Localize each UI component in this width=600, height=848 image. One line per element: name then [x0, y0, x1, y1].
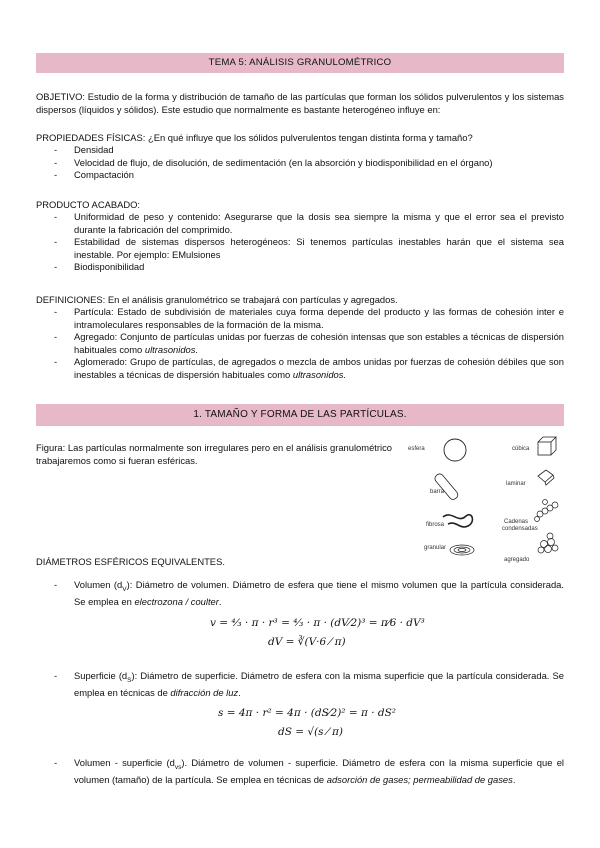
list-item [36, 306, 564, 331]
list-item: - Compactación [36, 169, 564, 182]
propiedades-heading: PROPIEDADES FÍSICAS: ¿En qué influye que los sólidos pulverulentos tengan distinta forma y tamaño? [36, 132, 473, 143]
aggregate-shape [538, 533, 558, 553]
volumen-sub: V [122, 585, 127, 593]
laminar-shape [538, 470, 554, 485]
objetivo-paragraph: OBJETIVO: Estudio de la forma y distribución de tamaño de las partículas que forman los sólidos pulverulentos y los sistemas dispersos (líquidos y sólidos). Este estudio que normalmente es bastante heterogéneo influye en: [36, 91, 564, 115]
cube-shape [538, 437, 556, 455]
label-esfera: esfera [408, 446, 425, 452]
granular-shape [450, 545, 474, 555]
label-barra: barra [430, 489, 445, 495]
volsup-italic: adsorción de gases; permeabilidad de gases [326, 774, 513, 786]
producto-heading: PRODUCTO ACABADO: [36, 199, 141, 210]
producto-section [36, 198, 564, 274]
figura-paragraph: Figura: Las partículas normalmente son irregulares pero en el análisis granulométrico trabajaremos como si fueran esféricas. [36, 442, 392, 466]
definiciones-heading: DEFINICIONES: En el análisis granulométrico se trabajará con partículas y agregados. [36, 294, 398, 305]
list-item [36, 579, 564, 609]
volsup-list [36, 757, 564, 787]
particle-shapes-svg [400, 432, 570, 572]
list-item [36, 356, 564, 381]
formula-volumen-1: v = ⁴⁄₃ · π · r³ = ⁴⁄₃ · π · (dV⁄2)³ = π⁄6 · dV³ [210, 617, 425, 629]
list-item [36, 331, 564, 356]
formula-volumen-2: dV = ∛(V·6 ⁄ π) [268, 636, 346, 648]
definicion-italic: ultrasonidos. [144, 343, 199, 355]
list-item [36, 670, 564, 700]
volsup-post: ). Diámetro de volumen - superficie. Diámetro de esfera con la misma superficie que el volumen (tamaño) de la partícula. Se emplea en técnicas de [74, 757, 564, 786]
propiedades-section [36, 131, 564, 182]
page-title: TEMA 5: ANÁLISIS GRANULOMÉTRICO [208, 57, 392, 68]
superficie-end: . [238, 687, 241, 699]
volsup-end: . [512, 774, 516, 786]
rod-shape [433, 472, 459, 501]
definicion-text: Partícula: Estado de subdivisión de materiales cuya forma depende del producto y las formas de cohesión inter e intramoleculares responsables de la formación de la misma. [74, 306, 564, 330]
label-agregado: agregado [504, 557, 530, 563]
section-title: 1. TAMAÑO Y FORMA DE LAS PARTÍCULAS. [193, 409, 407, 420]
label-condensadas: condensadas [502, 526, 538, 532]
volsup-sub: vs [174, 763, 182, 771]
list-item [36, 757, 564, 787]
definiciones-list [36, 306, 564, 381]
volumen-end: . [218, 596, 222, 608]
volumen-italic: electrozona / coulter [134, 596, 219, 608]
volumen-pre: Volumen (d [74, 579, 123, 590]
definicion-text: Aglomerado: Grupo de partículas, de agregados o mezcla de ambos unidas por fuerzas de cohesión débiles que son inestables a técnicas de dispersión habituales como [74, 356, 564, 380]
volsup-pre: Volumen - superficie (d [74, 757, 175, 768]
superficie-italic: difracción de luz [170, 687, 239, 699]
formula-superficie-2: dS = √(s ⁄ π) [278, 726, 343, 738]
fiber-shape [443, 515, 472, 527]
diametros-heading: DIÁMETROS ESFÉRICOS EQUIVALENTES. [36, 556, 225, 567]
list-item: - Velocidad de flujo, de disolución, de sedimentación (en la absorción y biodisponibilidad en el órgano) [36, 157, 564, 170]
volumen-list [36, 579, 564, 609]
formula-superficie-1: s = 4π · r² = 4π · (dS⁄2)² = π · dS² [218, 707, 397, 719]
definicion-italic: ultrasonidos. [292, 368, 347, 380]
definiciones-section [36, 293, 564, 381]
superficie-section [36, 670, 564, 700]
list-item: - Biodisponibilidad [36, 261, 564, 274]
producto-list [36, 211, 564, 274]
label-granular: granular [424, 545, 447, 551]
volumen-section [36, 579, 564, 609]
chain-shape [535, 500, 559, 522]
sphere-shape [444, 439, 466, 461]
definicion-text: Agregado: Conjunto de partículas unidas por fuerzas de cohesión intensas que son estables a técnicas de dispersión habituales como [74, 331, 564, 355]
label-cadenas: Cadenas [504, 519, 529, 525]
superficie-pre: Superficie (d [74, 670, 128, 681]
superficie-sub: S [127, 676, 132, 684]
list-item: - Estabilidad de sistemas dispersos heterogéneos: Si tenemos partículas inestables harán que el sistema sea inestable. Por ejemplo: EMulsiones [36, 236, 564, 261]
superficie-post: ): Diámetro de superficie. Diámetro de esfera con la misma superficie que la partícula considerada. Se emplea en técnicas de [74, 670, 564, 699]
title-banner [36, 53, 564, 73]
label-laminar: laminar [506, 481, 526, 487]
list-item: - Densidad [36, 144, 564, 157]
section-banner [36, 404, 564, 426]
list-item: - Uniformidad de peso y contenido: Asegurarse que la dosis sea siempre la misma y que el error sea el previsto durante la fabricación del comprimido. [36, 211, 564, 236]
superficie-list [36, 670, 564, 700]
propiedades-list [36, 144, 564, 182]
volumen-post: ): Diámetro de volumen. Diámetro de esfera que tiene el mismo volumen que la partícula considerada. Se emplea en [74, 579, 564, 608]
volsup-section [36, 757, 564, 787]
particle-shapes-figure [400, 432, 570, 572]
label-cubica: cúbica [512, 446, 530, 452]
label-fibrosa: fibrosa [426, 522, 445, 528]
